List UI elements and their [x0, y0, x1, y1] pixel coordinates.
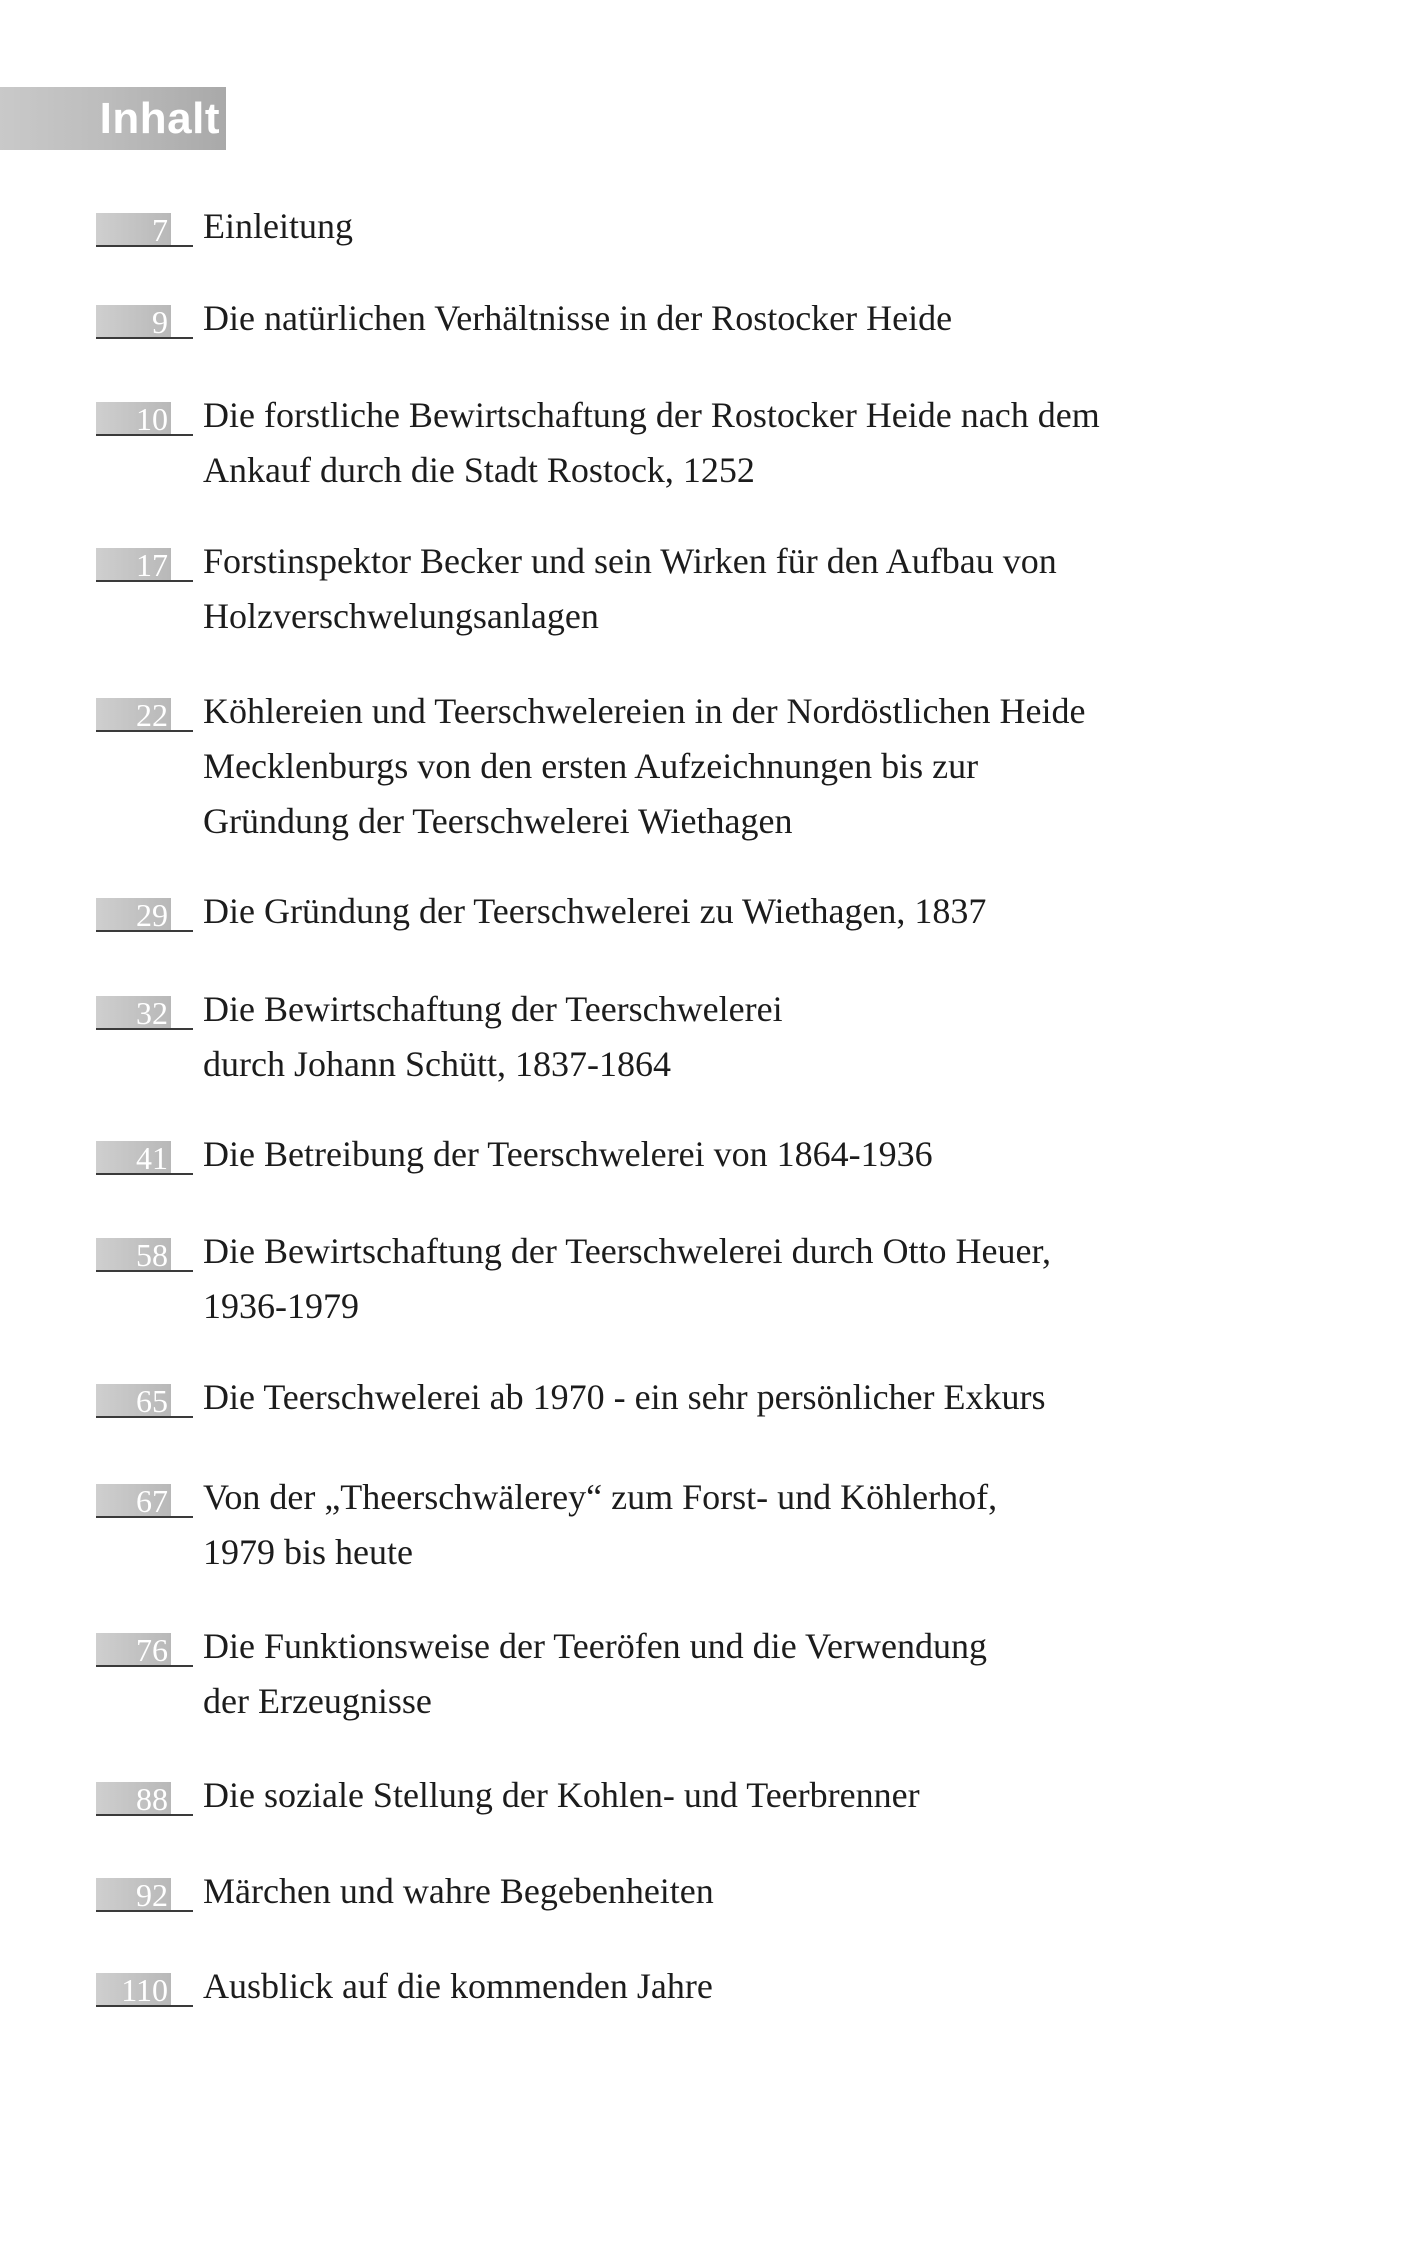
- page-number-box: [96, 213, 171, 247]
- leader-line: [171, 730, 193, 732]
- entry-title-line: Köhlereien und Teerschwelereien in der Nordöstlichen Heide: [203, 691, 1086, 731]
- page-number: 92: [136, 1877, 168, 1913]
- page-number: 110: [121, 1972, 168, 2008]
- page-number-box: [96, 402, 171, 436]
- page-number: 17: [136, 547, 168, 583]
- entry-title-line: Einleitung: [203, 206, 353, 246]
- entry-title: [203, 534, 1303, 644]
- entry-title: [203, 1127, 1303, 1182]
- page-number: 32: [136, 995, 168, 1031]
- entry-title-line: Die Bewirtschaftung der Teerschwelerei durch Otto Heuer,: [203, 1231, 1052, 1271]
- page-number: 9: [152, 304, 168, 340]
- page-number-box: [96, 1484, 171, 1518]
- page-number: 58: [136, 1237, 168, 1273]
- entry-title-line: Die Funktionsweise der Teeröfen und die Verwendung: [203, 1626, 987, 1666]
- page-number: 76: [136, 1632, 168, 1668]
- leader-line: [171, 580, 193, 582]
- entry-title: [203, 1370, 1303, 1425]
- entry-title-line: Holzverschwelungsanlagen: [203, 596, 599, 636]
- entry-title-line: durch Johann Schütt, 1837-1864: [203, 1044, 671, 1084]
- entry-title: [203, 388, 1303, 498]
- entry-title: [203, 1864, 1303, 1919]
- page-number: 88: [136, 1781, 168, 1817]
- entry-title: [203, 1470, 1303, 1580]
- leader-line: [171, 1270, 193, 1272]
- leader-line: [171, 1173, 193, 1175]
- entry-title-line: Von der „Theerschwälerey“ zum Forst- und Köhlerhof,: [203, 1477, 998, 1517]
- page-number-box: [96, 1141, 171, 1175]
- page-number-box: [96, 996, 171, 1030]
- leader-line: [171, 1665, 193, 1667]
- entry-title-line: Die Teerschwelerei ab 1970 - ein sehr persönlicher Exkurs: [203, 1377, 1046, 1417]
- page-number-box: [96, 898, 171, 932]
- entry-title: [203, 1224, 1303, 1334]
- entry-title-line: 1936-1979: [203, 1286, 359, 1326]
- entry-title-line: Die Gründung der Teerschwelerei zu Wiethagen, 1837: [203, 891, 987, 931]
- leader-line: [171, 930, 193, 932]
- entry-title-line: Die Betreibung der Teerschwelerei von 1864-1936: [203, 1134, 933, 1174]
- page-number: 7: [152, 212, 168, 248]
- entry-title-line: Die Bewirtschaftung der Teerschwelerei: [203, 989, 783, 1029]
- entry-title-line: Gründung der Teerschwelerei Wiethagen: [203, 801, 793, 841]
- page-number-box: [96, 1384, 171, 1418]
- leader-line: [171, 1416, 193, 1418]
- entry-title-line: Mecklenburgs von den ersten Aufzeichnungen bis zur: [203, 746, 979, 786]
- entry-title: [203, 884, 1303, 939]
- leader-line: [171, 434, 193, 436]
- page-number: 41: [136, 1140, 168, 1176]
- entry-title-line: Forstinspektor Becker und sein Wirken für den Aufbau von: [203, 541, 1057, 581]
- entry-title: [203, 199, 1303, 254]
- page-number: 67: [136, 1483, 168, 1519]
- page-number: 29: [136, 897, 168, 933]
- entry-title-line: Die soziale Stellung der Kohlen- und Teerbrenner: [203, 1775, 920, 1815]
- leader-line: [171, 2005, 193, 2007]
- entry-title-line: Die natürlichen Verhältnisse in der Rostocker Heide: [203, 298, 953, 338]
- leader-line: [171, 245, 193, 247]
- contents-heading: Inhalt: [99, 93, 220, 143]
- page-number: 10: [136, 401, 168, 437]
- entry-title-line: Ankauf durch die Stadt Rostock, 1252: [203, 450, 755, 490]
- page-number: 65: [136, 1383, 168, 1419]
- page-number-box: [96, 548, 171, 582]
- page-number-box: [96, 1973, 171, 2007]
- entry-title: [203, 291, 1303, 346]
- entry-title: [203, 1619, 1303, 1729]
- page-number: 22: [136, 697, 168, 733]
- entry-title-line: Märchen und wahre Begebenheiten: [203, 1871, 714, 1911]
- entry-title: [203, 1768, 1303, 1823]
- entry-title-line: 1979 bis heute: [203, 1532, 413, 1572]
- leader-line: [171, 1516, 193, 1518]
- page-number-box: [96, 1633, 171, 1667]
- page-number-box: [96, 1782, 171, 1816]
- entry-title: [203, 1959, 1303, 2014]
- entry-title: [203, 684, 1303, 849]
- leader-line: [171, 1910, 193, 1912]
- leader-line: [171, 1028, 193, 1030]
- entry-title-line: Die forstliche Bewirtschaftung der Rostocker Heide nach dem: [203, 395, 1100, 435]
- entry-title: [203, 982, 1303, 1092]
- page-number-box: [96, 305, 171, 339]
- entry-title-line: Ausblick auf die kommenden Jahre: [203, 1966, 713, 2006]
- entry-title-line: der Erzeugnisse: [203, 1681, 432, 1721]
- leader-line: [171, 337, 193, 339]
- leader-line: [171, 1814, 193, 1816]
- page-number-box: [96, 698, 171, 732]
- page-number-box: [96, 1878, 171, 1912]
- page-number-box: [96, 1238, 171, 1272]
